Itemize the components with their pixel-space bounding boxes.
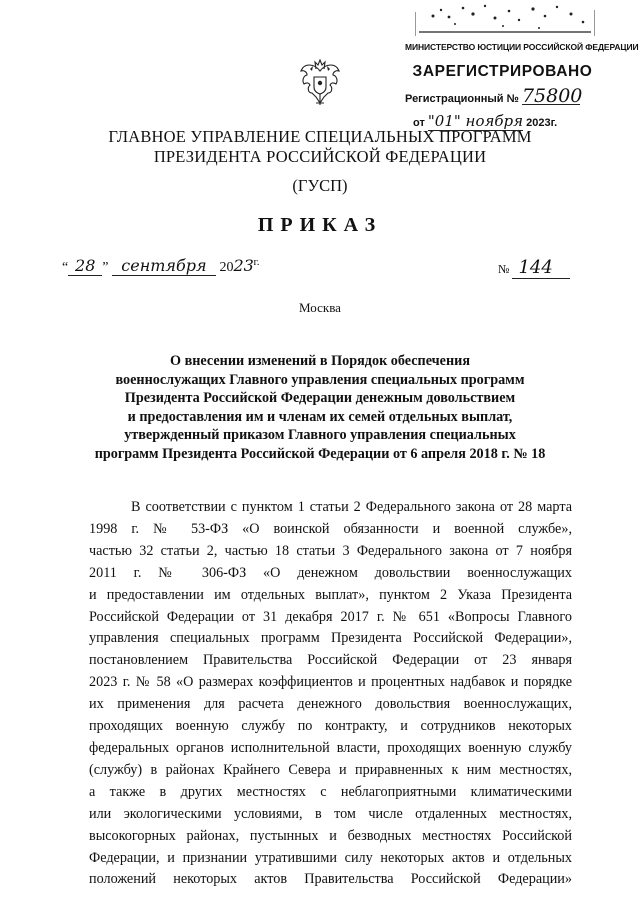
title-line: военнослужащих Главного управления специальных программ — [115, 371, 525, 388]
title-line: утвержденный приказом Главного управления специальных — [124, 427, 516, 444]
body-line: или экологическими условиями, в том числе отдаленных местностях, — [89, 805, 572, 822]
body-line: Федерации, и признании утратившими силу некоторых актов и отдельных — [89, 849, 572, 866]
organization-abbreviation: (ГУСП) — [292, 176, 348, 195]
body-line: В соответствии с пунктом 1 статьи 2 Федерального закона от 28 марта — [131, 499, 572, 515]
body-line: их применения для расчета денежного довольствия военнослужащих, — [89, 696, 572, 713]
order-year-handwritten: 23 — [233, 256, 254, 275]
title-line: Президента Российской Федерации денежным довольствием — [124, 390, 516, 407]
order-number — [498, 257, 570, 279]
title-line: программ Президента Российской Федерации от 6 апреля 2018 г. № 18 — [94, 445, 546, 462]
body-line: 2023 г. № 58 «О размерах коэффициентов и процентных надбавок и порядке — [89, 674, 572, 691]
document-title — [78, 352, 562, 464]
body-line: а также в других местностях с неблагоприятными климатическими — [89, 783, 572, 800]
body-line: проходящих военную службу по контракту, и сотрудников некоторых — [89, 718, 572, 735]
body-line: Российской Федерации от 31 декабря 2017 г. № 651 «Вопросы Главного — [89, 608, 572, 625]
organization-name-line2: ПРЕЗИДЕНТА РОССИЙСКОЙ ФЕДЕРАЦИИ — [153, 147, 487, 166]
body-line: положений некоторых актов Правительства Российской Федерации» — [89, 871, 572, 888]
title-line: и предоставления им и членам их семей отдельных выплат, — [127, 408, 513, 425]
registration-stamp — [405, 2, 639, 134]
order-number-value: 144 — [512, 257, 570, 279]
order-day: 28 — [68, 256, 102, 276]
stamp-date-prefix: от — [413, 117, 425, 129]
body-line: (службу) в районах Крайнего Севера и приравненных к ним местностях, — [89, 761, 572, 778]
order-number-label: № — [498, 262, 510, 276]
order-month: сентября — [112, 256, 216, 276]
title-line: О внесении изменений в Порядок обеспечения — [169, 353, 470, 369]
document-body — [89, 497, 572, 891]
body-line: постановлением Правительства Российской Федерации от 23 января — [89, 652, 572, 669]
stamp-date-handwritten: "01" ноября — [427, 112, 524, 130]
body-line: федеральных органов исполнительной власти, проходящих военную службу — [89, 739, 572, 756]
body-line: 2011 г. № 306-ФЗ «О денежном довольствии военнослужащих — [89, 564, 572, 581]
russian-coat-of-arms-icon — [298, 57, 342, 109]
document-type-heading: ПРИКАЗ — [257, 214, 383, 236]
body-line: частью 32 статьи 2, частью 18 статьи 3 Федерального закона от 7 ноября — [89, 542, 572, 559]
body-line: 1998 г. № 53-ФЗ «О воинской обязанности и военной службе», — [89, 520, 572, 537]
order-date: “ 28 ” сентября $2023^{г.}$ — [62, 256, 260, 275]
stamp-date-suffix: 2023г. — [526, 117, 558, 129]
stamp-reg-label: Регистрационный № — [405, 93, 519, 105]
stamp-reg-number: 75800 — [521, 85, 583, 107]
stamp-seal-fragment-icon — [415, 2, 595, 36]
body-line: высокогорных районах, пустынных и безводных местностях Российской — [89, 827, 572, 844]
stamp-registered: ЗАРЕГИСТРИРОВАНО — [412, 63, 593, 80]
body-line: и предоставлении им отдельных выплат», пунктом 2 Указа Президента — [89, 586, 572, 603]
order-year-suffix: г. — [253, 256, 260, 268]
order-year-prefix: 20 — [219, 260, 234, 275]
stamp-ministry: МИНИСТЕРСТВО ЮСТИЦИИ РОССИЙСКОЙ ФЕДЕРАЦИИ — [405, 42, 639, 52]
city: Москва — [299, 300, 341, 315]
stamp-registration-row — [405, 85, 600, 107]
body-line: управления специальных программ Президента Российской Федерации», — [89, 630, 572, 647]
organization-name-line1: ГЛАВНОЕ УПРАВЛЕНИЕ СПЕЦИАЛЬНЫХ ПРОГРАММ — [108, 127, 532, 146]
